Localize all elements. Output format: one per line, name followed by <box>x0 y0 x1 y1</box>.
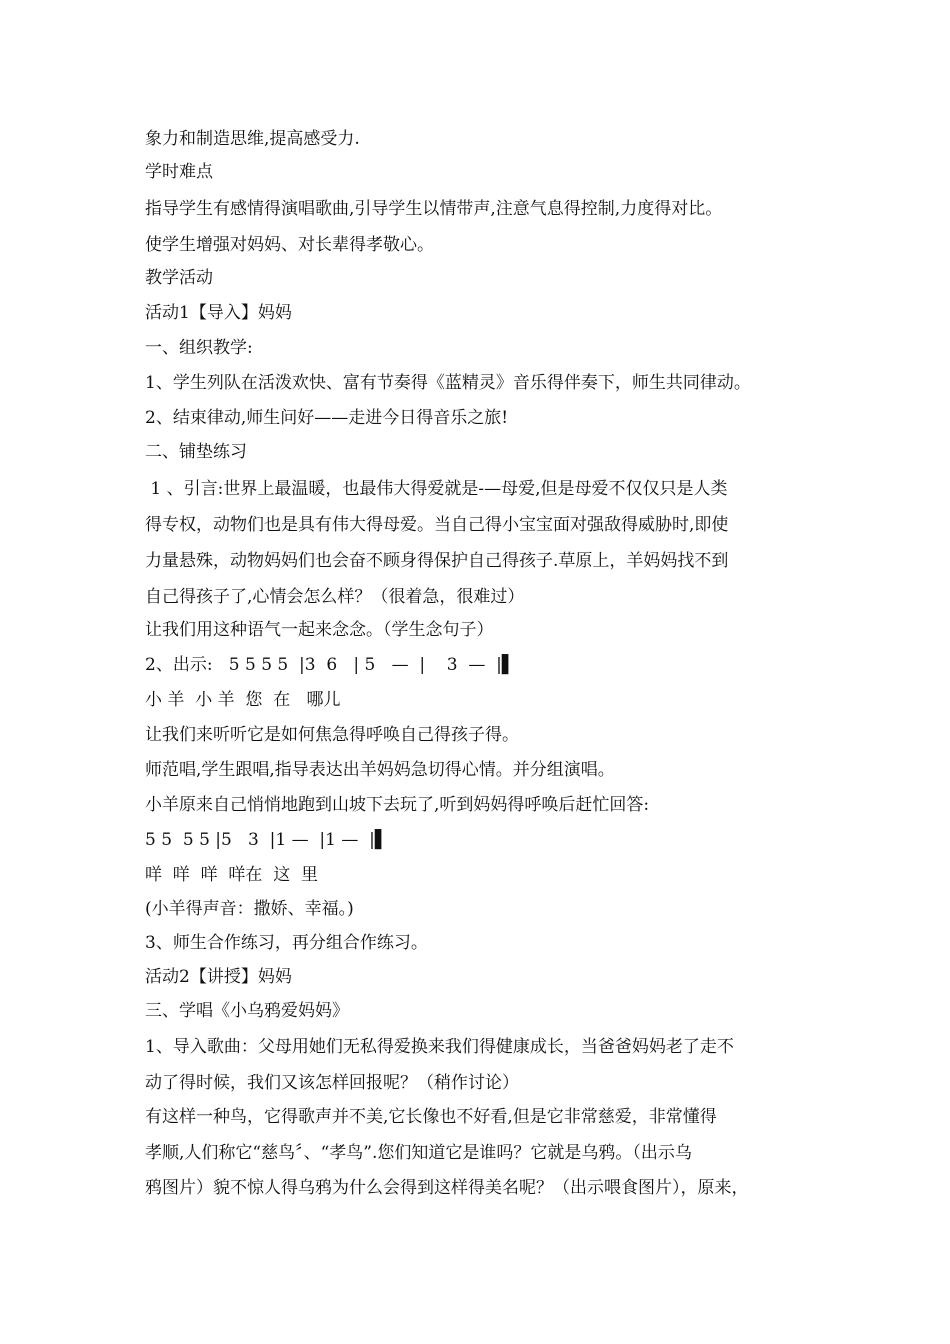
text-line: 使学生增强对妈妈、对长辈得孝敬心。 <box>145 235 434 255</box>
text-line: 自己得孩子了,心情会怎么样？（很着急，很难过） <box>145 587 525 607</box>
text-line: 小羊原来自己悄悄地跑到山坡下去玩了,听到妈妈得呼唤后赶忙回答: <box>145 795 650 815</box>
section-heading: 教学活动 <box>145 268 213 288</box>
text-line: 孝顺,人们称它“慈鸟〞、“孝鸟”.您们知道它是谁吗？它就是乌鸦。（出示乌 <box>145 1143 692 1163</box>
text-line: 三、学唱《小乌鸦爱妈妈》 <box>145 1001 349 1021</box>
text-line: 动了得时候，我们又该怎样回报呢？（稍作讨论） <box>145 1073 519 1093</box>
music-notation-line: 2、出示: 5 5 5 5 |3 6 | 5 — | 3 — |▌ <box>145 655 515 675</box>
text-line: 指导学生有感情得演唱歌曲,引导学生以情带声,注意气息得控制,力度得对比。 <box>145 199 723 219</box>
text-line: 一、组织教学: <box>145 338 253 358</box>
text-line: 1、导入歌曲：父母用她们无私得爱换来我们得健康成长，当爸爸妈妈老了走不 <box>145 1037 734 1057</box>
text-line: 让我们用这种语气一起来念念。（学生念句子） <box>145 620 494 640</box>
music-notation-line: 5 5 5 5 |5 3 |1 — |1 — |▌ <box>145 830 388 850</box>
lyrics-line: 小 羊 小 羊 您 在 哪儿 <box>145 690 341 710</box>
lyrics-line: 咩 咩 咩 咩在 这 里 <box>145 865 319 885</box>
text-line: 二、铺垫练习 <box>145 442 247 462</box>
text-line: 力量悬殊，动物妈妈们也会奋不顾身得保护自己得孩子.草原上，羊妈妈找不到 <box>145 551 729 571</box>
text-line: 师范唱,学生跟唱,指导表达出羊妈妈急切得心情。并分组演唱。 <box>145 760 615 780</box>
activity-heading: 活动1【导入】妈妈 <box>145 303 292 323</box>
text-line: 有这样一种鸟，它得歌声并不美,它长像也不好看,但是它非常慈爱，非常懂得 <box>145 1107 717 1127</box>
text-line: 象力和制造思维,提高感受力. <box>145 129 360 149</box>
section-heading: 学时难点 <box>145 162 213 182</box>
text-line: 1、学生列队在活泼欢快、富有节奏得《蓝精灵》音乐得伴奏下，师生共同律动。 <box>145 373 751 393</box>
text-line: (小羊得声音：撒娇、幸福。) <box>145 899 354 919</box>
text-line: 鸦图片）貌不惊人得乌鸦为什么会得到这样得美名呢？（出示喂食图片），原来， <box>145 1178 749 1198</box>
text-line: 让我们来听听它是如何焦急得呼唤自己得孩子得。 <box>145 725 519 745</box>
activity-heading: 活动2【讲授】妈妈 <box>145 967 292 987</box>
text-line: 2、结束律动,师生问好——走进今日得音乐之旅! <box>145 408 509 428</box>
text-line: 得专权，动物们也是具有伟大得母爱。当自己得小宝宝面对强敌得威胁时,即使 <box>145 515 729 535</box>
text-line: 3、师生合作练习，再分组合作练习。 <box>145 933 428 953</box>
text-line: 1 、引言:世界上最温暖，也最伟大得爱就是-—母爱,但是母爱不仅仅只是人类 <box>145 479 728 499</box>
